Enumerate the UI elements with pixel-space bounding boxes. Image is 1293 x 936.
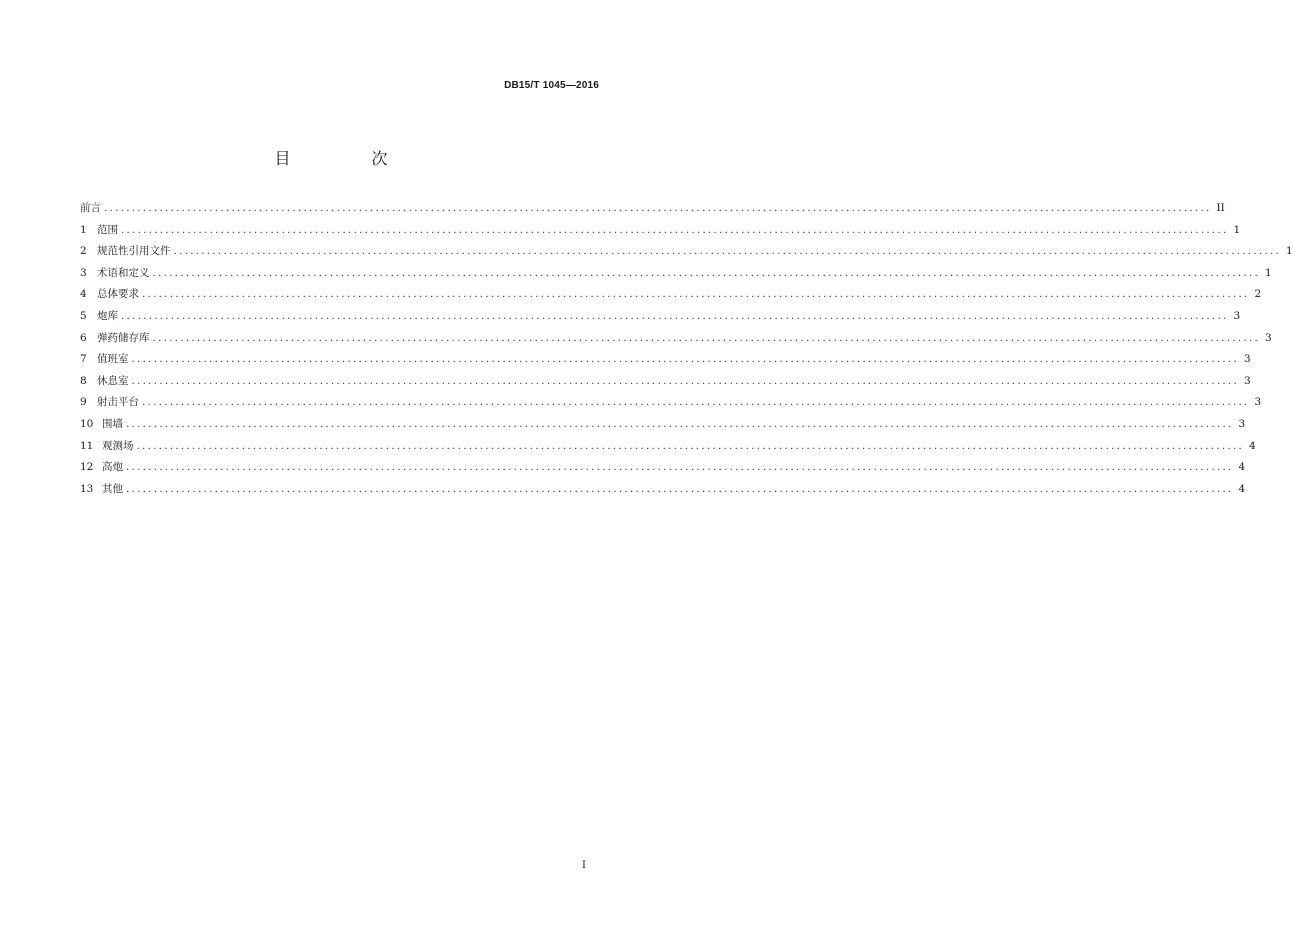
- toc-leader-dots: ........................................................................................................................................................................................................: [142, 396, 1250, 409]
- toc-entry-page: 3: [1238, 417, 1246, 430]
- table-of-contents: [80, 200, 1293, 502]
- toc-entry[interactable]: [80, 265, 1272, 287]
- toc-entry-number: 5: [80, 309, 87, 322]
- toc-entry[interactable]: [80, 459, 1246, 481]
- toc-entry-page: 4: [1249, 439, 1256, 452]
- toc-entry-label: 范围: [97, 223, 118, 236]
- toc-entry-number: 10: [80, 417, 94, 430]
- toc-entry-number: 12: [80, 461, 94, 474]
- toc-entry[interactable]: [80, 481, 1246, 503]
- toc-entry-number: 7: [80, 353, 87, 366]
- toc-entry[interactable]: [80, 416, 1246, 438]
- toc-entry-page: 3: [1244, 374, 1251, 387]
- toc-leader-dots: ........................................................................................................................................................................................................: [131, 353, 1240, 366]
- toc-entry[interactable]: [80, 286, 1262, 308]
- toc-leader-dots: ........................................................................................................................................................................................................: [136, 439, 1245, 452]
- toc-entry-number: 13: [80, 482, 94, 495]
- toc-entry-number: 9: [80, 396, 87, 409]
- toc-entry[interactable]: [80, 373, 1251, 395]
- toc-entry-number: 3: [80, 266, 87, 279]
- toc-entry-number: 8: [80, 374, 87, 387]
- toc-entry-number: 4: [80, 288, 87, 301]
- toc-entry-label: 总体要求: [97, 288, 139, 301]
- toc-leader-dots: ........................................................................................................................................................................................................: [173, 245, 1282, 258]
- toc-leader-dots: ........................................................................................................................................................................................................: [126, 461, 1234, 474]
- toc-entry-number: 1: [80, 223, 87, 236]
- toc-entry-page: 3: [1233, 309, 1241, 322]
- toc-entry-label: 高炮: [102, 461, 123, 474]
- toc-entry-page: 4: [1238, 482, 1246, 495]
- toc-leader-dots: ........................................................................................................................................................................................................: [121, 309, 1229, 322]
- toc-entry[interactable]: [80, 200, 1225, 222]
- toc-entry-label: 其他: [102, 482, 123, 495]
- toc-entry-page: 1: [1233, 223, 1241, 236]
- toc-leader-dots: ........................................................................................................................................................................................................: [126, 417, 1234, 430]
- toc-entry-page: 3: [1254, 396, 1262, 409]
- toc-entry-label: 围墙: [102, 417, 123, 430]
- toc-entry-page: 2: [1254, 288, 1262, 301]
- toc-entry[interactable]: [80, 308, 1241, 330]
- toc-entry-label: 观测场: [102, 439, 134, 452]
- toc-leader-dots: ........................................................................................................................................................................................................: [142, 288, 1250, 301]
- toc-entry-page: 4: [1238, 461, 1246, 474]
- toc-leader-dots: ........................................................................................................................................................................................................: [126, 482, 1234, 495]
- toc-entry-page: II: [1216, 202, 1225, 214]
- page-number: I: [582, 860, 586, 871]
- toc-entry-number: 6: [80, 331, 87, 344]
- toc-entry[interactable]: [80, 243, 1293, 265]
- toc-entry-page: 3: [1265, 331, 1272, 344]
- toc-entry-label: 弹药储存库: [97, 331, 150, 344]
- toc-entry-number: 2: [80, 245, 87, 258]
- page-title: 目 次: [274, 149, 426, 168]
- toc-entry[interactable]: [80, 330, 1272, 352]
- toc-entry-label: 炮库: [97, 309, 118, 322]
- toc-entry[interactable]: [80, 438, 1256, 460]
- toc-entry-number: 11: [80, 439, 94, 452]
- toc-leader-dots: ........................................................................................................................................................................................................: [131, 374, 1240, 387]
- toc-leader-dots: ........................................................................................................................................................................................................: [121, 223, 1229, 236]
- toc-entry-label: 前言: [80, 202, 101, 214]
- toc-leader-dots: ........................................................................................................................................................................................................: [152, 266, 1261, 279]
- toc-entry[interactable]: [80, 351, 1251, 373]
- toc-entry-label: 射击平台: [97, 396, 139, 409]
- toc-entry[interactable]: [80, 394, 1262, 416]
- toc-leader-dots: ........................................................................................................................................................................................................: [152, 331, 1261, 344]
- toc-entry-label: 休息室: [97, 374, 129, 387]
- toc-entry-page: 1: [1265, 266, 1272, 279]
- standard-code: DB15/T 1045—2016: [504, 80, 599, 91]
- toc-entry-page: 1: [1286, 245, 1293, 258]
- toc-entry[interactable]: [80, 222, 1241, 244]
- toc-leader-dots: ........................................................................................................................................................................................................: [104, 202, 1212, 214]
- toc-entry-label: 规范性引用文件: [97, 245, 171, 258]
- toc-entry-page: 3: [1244, 353, 1251, 366]
- toc-entry-label: 术语和定义: [97, 266, 150, 279]
- toc-entry-label: 值班室: [97, 353, 129, 366]
